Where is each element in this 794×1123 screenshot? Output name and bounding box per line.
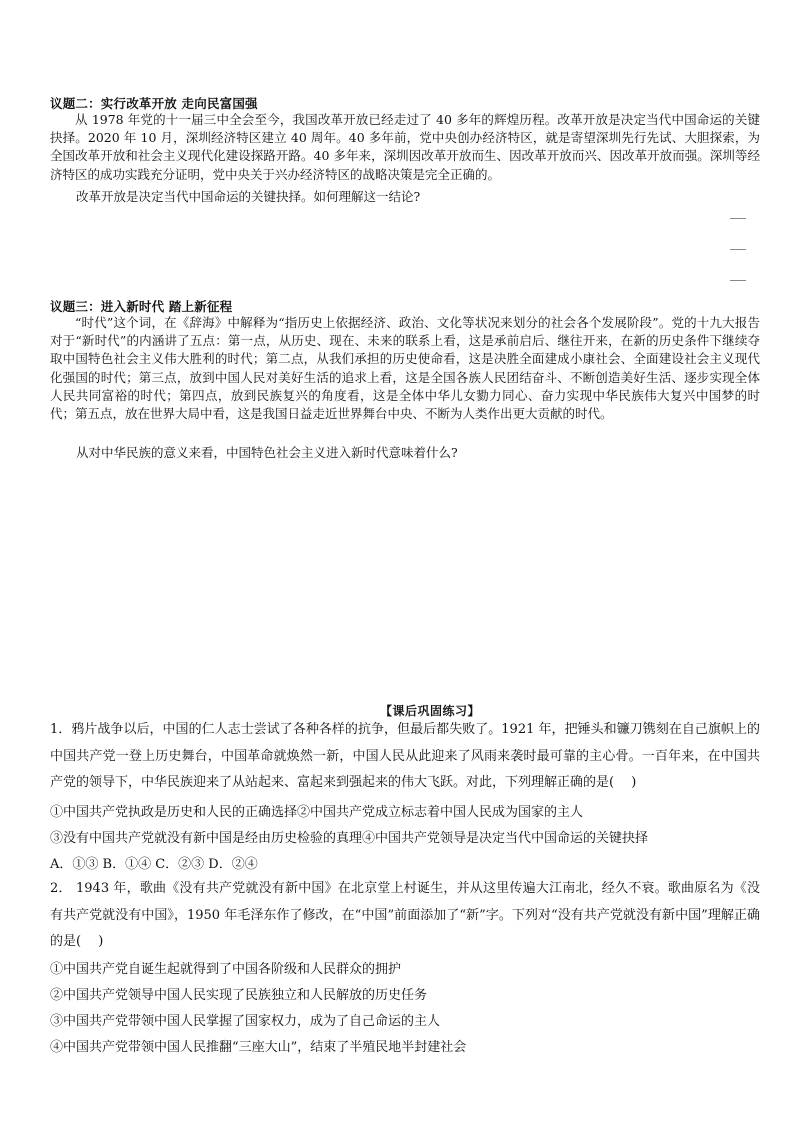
topic2-paragraph: 从 1978 年党的十一届三中全会至今，我国改革开放已经走过了 40 多年的辉煌历程。改革开放是决定当代中国命运的关键抉择。2020 年 10 月，深圳经济特区建立 40 周年。40 多年前，党中央创办经济特区，就是寄望深圳先行先试、大胆探索，为全国改革开放和社会主义现代化建设探路开路。40 多年来，深圳因改革开放而生、因改革开放而兴、因改革开放而强。深圳等经济特区的成功实践充分证明，党中央关于兴办经济特区的战略决策是完全正确的。: [50, 112, 760, 182]
q2-option-3: ③中国共产党带领中国人民掌握了国家权力，成为了自己命运的主人: [50, 1014, 441, 1029]
q2-option-1: ①中国共产党自诞生起就得到了中国各阶级和人民群众的拥护: [50, 962, 402, 977]
topic2-title: 议题二：实行改革开放 走向民富国强: [50, 96, 258, 111]
q2-option-4: ④中国共产党带领中国人民推翻“三座大山”，结束了半殖民地半封建社会: [50, 1040, 467, 1055]
q1-answer-choices: A．①③ B．①④ C．②③ D．②④: [50, 857, 258, 872]
topic3-paragraph: “时代”这个词，在《辞海》中解释为“指历史上依据经济、政治、文化等状况来划分的社会各个发展阶段”。党的十九大报告对于“新时代”的内涵讲了五点：第一点，从历史、现在、未来的联系上看，这是承前启后、继往开来，在新的历史条件下继续夺取中国特色社会主义伟大胜利的时代；第二点，从我们承担的历史使命看，这是决胜全面建成小康社会、全面建设社会主义现代化强国的时代；第三点，放到中国人民对美好生活的追求上看，这是全国各族人民团结奋斗、不断创造美好生活、逐步实现全体人民共同富裕的时代；第四点，放到民族复兴的角度看，这是全体中华儿女勠力同心、奋力实现中华民族伟大复兴中国梦的时代；第五点，放在世界大局中看，这是我国日益走近世界舞台中央、不断为人类作出更大贡献的时代。: [50, 315, 760, 422]
answer-line: [730, 218, 746, 219]
q1-options-line1: ①中国共产党执政是历史和人民的正确选择②中国共产党成立标志着中国人民成为国家的主人: [50, 805, 584, 820]
answer-line: [730, 280, 746, 281]
topic3-question: 从对中华民族的意义来看，中国特色社会主义进入新时代意味着什么?: [76, 445, 458, 460]
q1-options-line2: ③没有中国共产党就没有新中国是经由历史检验的真理④中国共产党领导是决定当代中国命运的关键抉择: [50, 831, 649, 846]
q2-stem: 2． 1943 年，歌曲《没有共产党就没有新中国》在北京堂上村诞生，并从这里传遍大江南北，经久不衰。歌曲原名为《没有共产党就没有中国》，1950 年毛泽东作了修改，在“中国”前面添加了“新”字。下列对“没有共产党就没有新中国”理解正确的是( ): [50, 881, 760, 949]
q1-stem: 1．鸦片战争以后，中国的仁人志士尝试了各种各样的抗争，但最后都失败了。1921 年，把锤头和镰刀镌刻在自己旗帜上的中国共产党一登上历史舞台，中国革命就焕然一新，中国人民从此迎来了风雨来袭时最可靠的主心骨。一百年来，在中国共产党的领导下，中华民族迎来了从站起来、富起来到强起来的伟大飞跃。对此，下列理解正确的是( ): [50, 722, 760, 790]
answer-line: [730, 249, 746, 250]
practice-section-title: 【课后巩固练习】: [380, 704, 481, 718]
topic3-title: 议题三：进入新时代 踏上新征程: [50, 299, 233, 314]
topic2-question: 改革开放是决定当代中国命运的关键抉择。如何理解这一结论?: [76, 189, 421, 204]
q2-option-2: ②中国共产党领导中国人民实现了民族独立和人民解放的历史任务: [50, 988, 428, 1003]
